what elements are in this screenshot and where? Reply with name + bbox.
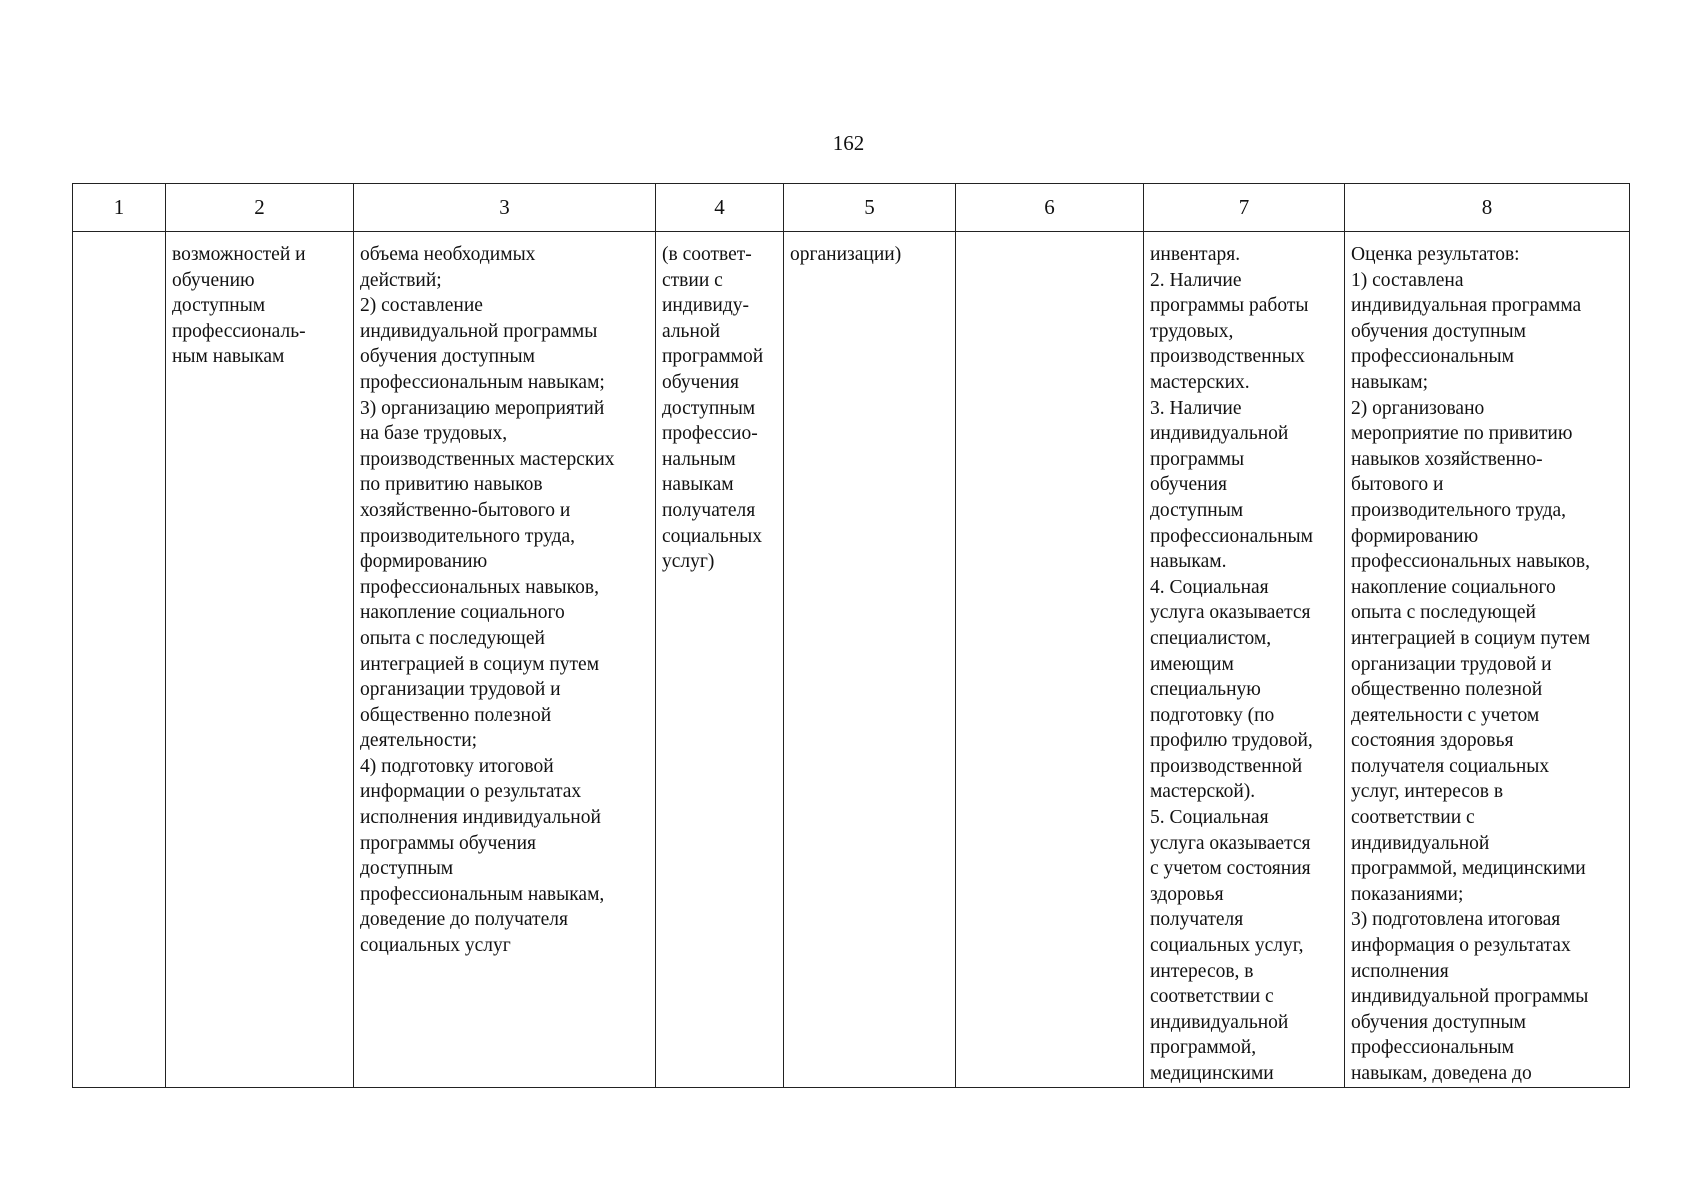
cell-text-line: производительного труда,	[1351, 499, 1567, 521]
cell-text-line: интеграцией в социум путем	[1351, 627, 1591, 649]
cell-text-line: 2) организовано	[1351, 397, 1485, 419]
table-cell-col4	[656, 232, 784, 1088]
cell-text-line: соответствии с	[1351, 807, 1475, 829]
cell-text-line: исполнения	[1351, 960, 1449, 982]
cell-text-line: обучения	[1150, 474, 1227, 496]
cell-text-line: производственных	[1150, 346, 1305, 368]
cell-text-line: индивидуальной программы	[360, 320, 598, 342]
cell-text-line: доступным	[172, 295, 266, 317]
cell-text-line: организации трудовой и	[1351, 653, 1552, 675]
cell-text-line: соответствии с	[1150, 986, 1274, 1008]
cell-text-line: здоровья	[1150, 883, 1224, 905]
cell-text-line: профессиональных навыков,	[360, 576, 599, 598]
cell-text-line: организации)	[790, 244, 902, 265]
cell-text-line: навыкам, доведена до	[1351, 1063, 1532, 1084]
cell-text-line: 5. Социальная	[1150, 807, 1269, 829]
cell-text-line: производственных мастерских	[360, 448, 615, 470]
cell-text-line: показаниями;	[1351, 883, 1464, 905]
cell-text-line: специальную	[1150, 679, 1261, 701]
cell-text-line: организации трудовой и	[360, 679, 561, 701]
cell-text-line: профессиональных навыков,	[1351, 551, 1590, 573]
cell-text-line: общественно полезной	[1351, 679, 1543, 701]
cell-text-line: инвентаря.	[1150, 244, 1241, 265]
cell-text-line: доступным	[662, 397, 756, 419]
cell-text-line: ствии с	[662, 269, 723, 291]
cell-text-line: интересов, в	[1150, 960, 1254, 982]
column-number-header: 8	[1345, 184, 1630, 232]
cell-text-line: информации о результатах	[360, 781, 582, 803]
cell-text-line: программы обучения	[360, 832, 536, 854]
table-cell-col3	[354, 232, 656, 1088]
cell-text-line: социальных	[662, 525, 763, 547]
cell-text-line: мастерской).	[1150, 781, 1256, 803]
cell-text-line: с учетом состояния	[1150, 858, 1311, 880]
cell-text-line: программой	[662, 346, 764, 368]
cell-text-line: услуга оказывается	[1150, 602, 1311, 624]
column-number-header: 2	[166, 184, 354, 232]
cell-text-line: производственной	[1150, 755, 1303, 777]
cell-text-line: индивидуальной	[1150, 423, 1289, 445]
cell-text-line: опыта с последующей	[360, 627, 545, 649]
cell-text-line: услуга оказывается	[1150, 832, 1311, 854]
cell-text-line: услуг, интересов в	[1351, 781, 1504, 803]
cell-text-line: профессиональным	[1150, 525, 1313, 547]
cell-text-line: трудовых,	[1150, 320, 1234, 342]
cell-text-line: имеющим	[1150, 653, 1234, 675]
cell-text-line: на базе трудовых,	[360, 423, 508, 445]
column-number-header: 6	[956, 184, 1144, 232]
cell-text-line: индивидуальной программы	[1351, 986, 1589, 1008]
table-cell-col1	[73, 232, 166, 1088]
column-number-header-row	[73, 184, 1630, 232]
cell-text-line: профессиональным	[1351, 346, 1514, 368]
cell-text-line: социальных услуг	[360, 935, 511, 957]
cell-text-line: обучения доступным	[1351, 320, 1526, 342]
cell-text-line: ным навыкам	[172, 346, 285, 368]
cell-text-line: хозяйственно-бытового и	[360, 499, 571, 521]
cell-text-line: подготовку (по	[1150, 704, 1275, 726]
cell-text-line: возможностей и	[172, 244, 306, 265]
cell-text-line: 1) составлена	[1351, 269, 1464, 291]
cell-text-line: 4. Социальная	[1150, 576, 1269, 598]
cell-text-line: опыта с последующей	[1351, 602, 1536, 624]
cell-text-line: производительного труда,	[360, 525, 576, 547]
table-cell-col6	[956, 232, 1144, 1088]
cell-text-line: специалистом,	[1150, 627, 1272, 649]
cell-text-line: накопление социального	[1351, 576, 1556, 598]
table-cell-col5	[784, 232, 956, 1088]
cell-text-line: обучения	[662, 371, 739, 393]
cell-text-line: по привитию навыков	[360, 474, 543, 496]
page-number: 162	[832, 131, 865, 155]
cell-text-line: социальных услуг,	[1150, 935, 1304, 957]
table-cell-col7	[1144, 232, 1345, 1088]
cell-text-line: программой, медицинскими	[1351, 858, 1586, 880]
cell-text-line: бытового и	[1351, 474, 1444, 496]
table-cell-col2	[166, 232, 354, 1088]
cell-text-line: навыкам	[662, 474, 734, 496]
cell-text-line: альной	[662, 320, 721, 342]
cell-text-line: формированию	[1351, 525, 1479, 547]
cell-text-line: формированию	[360, 551, 488, 573]
cell-text-line: услуг)	[662, 551, 715, 573]
cell-text-line: профессиональным	[1351, 1037, 1514, 1059]
cell-text-line: навыкам;	[1351, 371, 1428, 393]
cell-text-line: программы	[1150, 448, 1245, 470]
column-number-header: 3	[354, 184, 656, 232]
cell-text-line: обучения доступным	[1351, 1011, 1526, 1033]
cell-text-line: профессио-	[662, 423, 758, 445]
cell-text-line: 2) составление	[360, 295, 483, 317]
cell-text-line: профилю трудовой,	[1150, 730, 1313, 752]
cell-text-line: Оценка результатов:	[1351, 244, 1520, 265]
cell-text-line: деятельности;	[360, 730, 478, 752]
cell-text-line: 2. Наличие	[1150, 269, 1242, 291]
cell-text-line: (в соответ-	[662, 244, 752, 265]
cell-text-line: состояния здоровья	[1351, 730, 1514, 752]
cell-text-line: программой,	[1150, 1037, 1257, 1059]
cell-text-line: навыкам.	[1150, 551, 1227, 573]
cell-text-line: 3. Наличие	[1150, 397, 1242, 419]
cell-text-line: профессиональным навыкам,	[360, 883, 605, 905]
cell-text-line: индивидуальной	[1351, 832, 1490, 854]
cell-text-line: интеграцией в социум путем	[360, 653, 600, 675]
column-number-header: 5	[784, 184, 956, 232]
column-number-header: 4	[656, 184, 784, 232]
cell-text-line: мероприятие по привитию	[1351, 423, 1573, 445]
cell-text-line: 3) подготовлена итоговая	[1351, 909, 1561, 931]
cell-text-line: доступным	[360, 858, 454, 880]
cell-text-line: индивиду-	[662, 295, 750, 317]
cell-text-line: программы работы	[1150, 295, 1309, 317]
cell-text-line: действий;	[360, 269, 442, 291]
column-number-header: 7	[1144, 184, 1345, 232]
service-standard-table	[72, 183, 1630, 1088]
cell-text-line: информация о результатах	[1351, 935, 1571, 957]
cell-text-line: нальным	[662, 448, 736, 470]
cell-text-line: профессиональ-	[172, 320, 306, 342]
cell-text-line: деятельности с учетом	[1351, 704, 1540, 726]
cell-text-line: накопление социального	[360, 602, 565, 624]
cell-text-line: общественно полезной	[360, 704, 552, 726]
cell-text-line: получателя	[662, 499, 756, 521]
cell-text-line: 4) подготовку итоговой	[360, 755, 554, 777]
cell-text-line: 3) организацию мероприятий	[360, 397, 605, 419]
table-cell-col8	[1345, 232, 1630, 1088]
column-number-header: 1	[73, 184, 166, 232]
cell-text-line: медицинскими	[1150, 1063, 1274, 1084]
cell-text-line: индивидуальная программа	[1351, 295, 1582, 317]
cell-text-line: профессиональным навыкам;	[360, 371, 605, 393]
cell-text-line: навыков хозяйственно-	[1351, 448, 1543, 470]
cell-text-line: обучения доступным	[360, 346, 535, 368]
cell-text-line: обучению	[172, 269, 255, 291]
cell-text-line: доведение до получателя	[360, 909, 568, 931]
cell-text-line: получателя социальных	[1351, 755, 1550, 777]
cell-text-line: исполнения индивидуальной	[360, 807, 601, 829]
cell-text-line: получателя	[1150, 909, 1244, 931]
cell-text-line: мастерских.	[1150, 371, 1250, 393]
cell-text-line: индивидуальной	[1150, 1011, 1289, 1033]
cell-text-line: объема необходимых	[360, 244, 536, 265]
table-row	[73, 232, 1630, 1088]
cell-text-line: доступным	[1150, 499, 1244, 521]
